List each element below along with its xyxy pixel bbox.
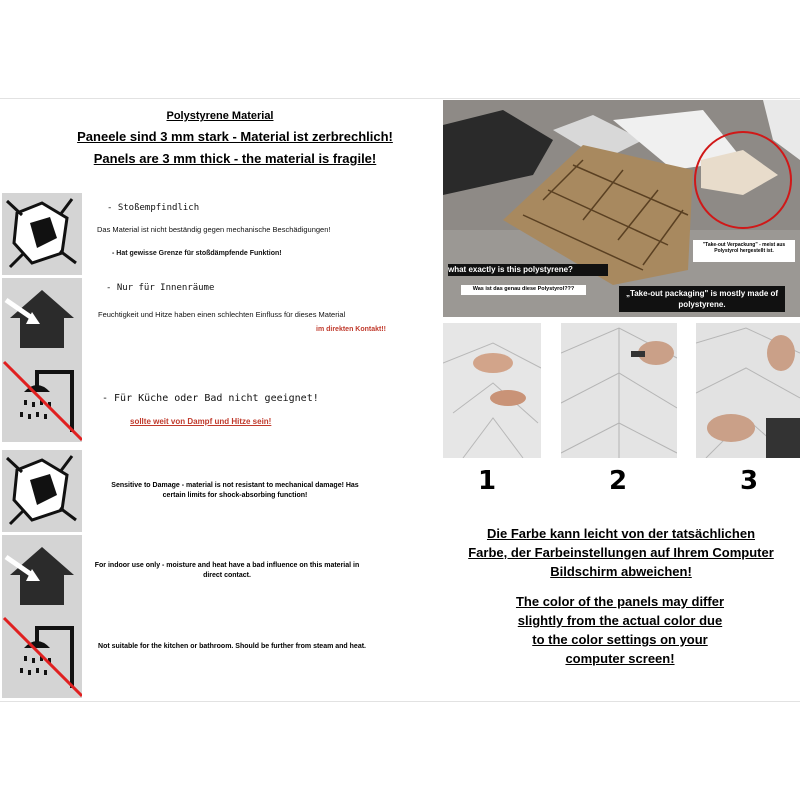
material-title: Polystyrene Material xyxy=(166,110,274,122)
takeout-note-de: "Take-out Verpackung" - meist aus Polystyrol hergestellt ist. xyxy=(702,242,786,254)
step-photo-1 xyxy=(443,323,541,458)
step-number-2: 2 xyxy=(609,466,628,496)
kitchen-line2-de: sollte weit von Dampf und Hitze sein! xyxy=(130,417,272,426)
impact-line2-de: - Hat gewisse Grenze für stoßdämpfende Funktion! xyxy=(112,250,282,257)
step-number-1: 1 xyxy=(478,466,497,496)
indoor-heading-de: - Nur für Innenräume xyxy=(106,283,215,293)
takeout-note-en: „Take-out packaging" is mostly made of polystyrene. xyxy=(625,289,779,309)
indoor-note-en: For indoor use only - moisture and heat have a bad influence on this material in direct contact. xyxy=(94,562,360,579)
impact-line1-de: Das Material ist nicht beständig gegen mechanische Beschädigungen! xyxy=(97,225,331,234)
step-number-3: 3 xyxy=(740,466,759,496)
step-photo-3 xyxy=(696,323,800,458)
warning-en: Panels are 3 mm thick - the material is fragile! xyxy=(93,151,377,166)
panels-photo xyxy=(443,100,800,317)
no-shower-icon xyxy=(2,360,82,442)
indoor-house-icon xyxy=(2,535,82,617)
color-note-en: The color of the panels may differ slightly from the actual color due to the color settings on your computer screen! xyxy=(515,594,725,666)
step-photo-2 xyxy=(561,323,677,458)
impact-heading-de: - Stoßempfindlich xyxy=(107,203,200,213)
photo-question-de: Was ist das genau diese Polystyrol??? xyxy=(472,286,575,292)
impact-note-en: Sensitive to Damage - material is not resistant to mechanical damage! Has certain limits for shock-absorbing function! xyxy=(111,482,359,499)
indoor-house-icon xyxy=(2,278,82,360)
broken-wall-icon xyxy=(2,450,82,532)
photo-question-en: what exactly is this polystyrene? xyxy=(448,265,573,274)
color-note-de: Die Farbe kann leicht von der tatsächlichen Farbe, der Farbeinstellungen auf Ihrem Computer Bildschirm abweichen! xyxy=(468,526,774,579)
kitchen-note-en: Not suitable for the kitchen or bathroom. Should be further from steam and heat. xyxy=(98,643,366,650)
indoor-line2-de: im direkten Kontakt!! xyxy=(316,326,387,333)
no-shower-icon xyxy=(2,616,82,698)
warning-de: Paneele sind 3 mm stark - Material ist zerbrechlich! xyxy=(77,129,393,144)
broken-wall-icon xyxy=(2,193,82,275)
indoor-line1-de: Feuchtigkeit und Hitze haben einen schlechten Einfluss für dieses Material xyxy=(98,310,346,319)
kitchen-heading-de: - Für Küche oder Bad nicht geeignet! xyxy=(102,393,319,404)
